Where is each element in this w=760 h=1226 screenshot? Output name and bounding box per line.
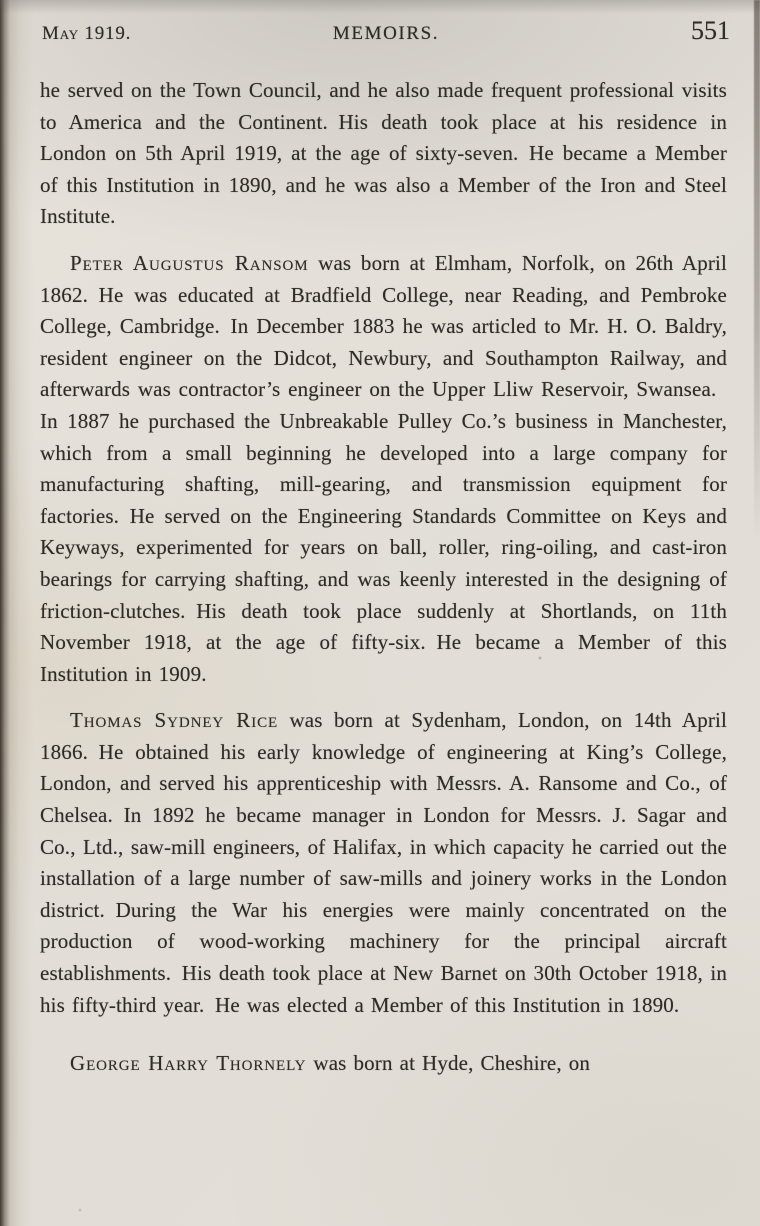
page-right-edge-shadow [754, 0, 760, 540]
running-header [0, 0, 760, 46]
memoir-subject-name: Peter Augustus Ransom [70, 250, 309, 275]
header-date: May 1919. [42, 23, 132, 44]
memoir-subject-name: George Harry Thornely [70, 1051, 307, 1076]
memoir-text-block [0, 75, 760, 1080]
paragraph-text: was born at Sydenham, London, on 14th April 1866. He obtained his early knowledge of engineering at King’s College, London, and served his apprenticeship with Messrs. A. Ransome and Co., of Chelsea. In 1892 he became manager in London for Messrs. J. Sagar and Co., Ltd., saw-mill engineers, of Halifax, in which capacity he carried out the installation of a large number of saw-mills and joinery works in the London district. During the War his energies were mainly concentrated on the production of wood-working machinery for the principal aircraft establishments. His death took place at New Barnet on 30th October 1918, in his fifty-third year. He was elected a Member of this Institution in 1890. [40, 708, 727, 1017]
memoir-subject-name: Thomas Sydney Rice [70, 708, 279, 733]
paragraph-text: was born at Hyde, Cheshire, on [306, 1051, 591, 1076]
header-page-number: 551 [691, 16, 730, 45]
memoir-paragraph-rice [40, 705, 727, 1021]
memoir-paragraph-thornely [40, 1048, 727, 1080]
memoir-paragraph-ransom [40, 248, 727, 690]
memoir-paragraph-continuation [40, 75, 727, 233]
paragraph-text: he served on the Town Council, and he also made frequent professional visits to America and the Continent. His death took place at his residence in London on 5th April 1919, at the age of sixty-seven. He became a Member of this Institution in 1890, and he was also a Member of the Iron and Steel Institute. [40, 78, 727, 229]
header-title: MEMOIRS. [332, 23, 440, 44]
paragraph-text: was born at Elmham, Norfolk, on 26th April 1862. He was educated at Bradfield College, near Reading, and Pembroke College, Cambridge. In December 1883 he was articled to Mr. H. O. Baldry, resident engineer on the Didcot, Newbury, and Southampton Railway, and afterwards was contractor’s engineer on the Upper Lliw Reservoir, Swansea. In 1887 he purchased the Unbreakable Pulley Co.’s business in Manchester, which from a small beginning he developed into a large company for manufacturing shafting, mill-gearing, and transmission equipment for factories. He served on the Engineering Standards Committee on Keys and Keyways, experimented for years on ball, roller, ring-oiling, and cast-iron bearings for carrying shafting, and was keenly interested in the designing of friction-clutches. His death took place suddenly at Shortlands, on 11th November 1918, at the age of fifty-six. He became a Member of this Institution in 1909. [40, 250, 728, 686]
